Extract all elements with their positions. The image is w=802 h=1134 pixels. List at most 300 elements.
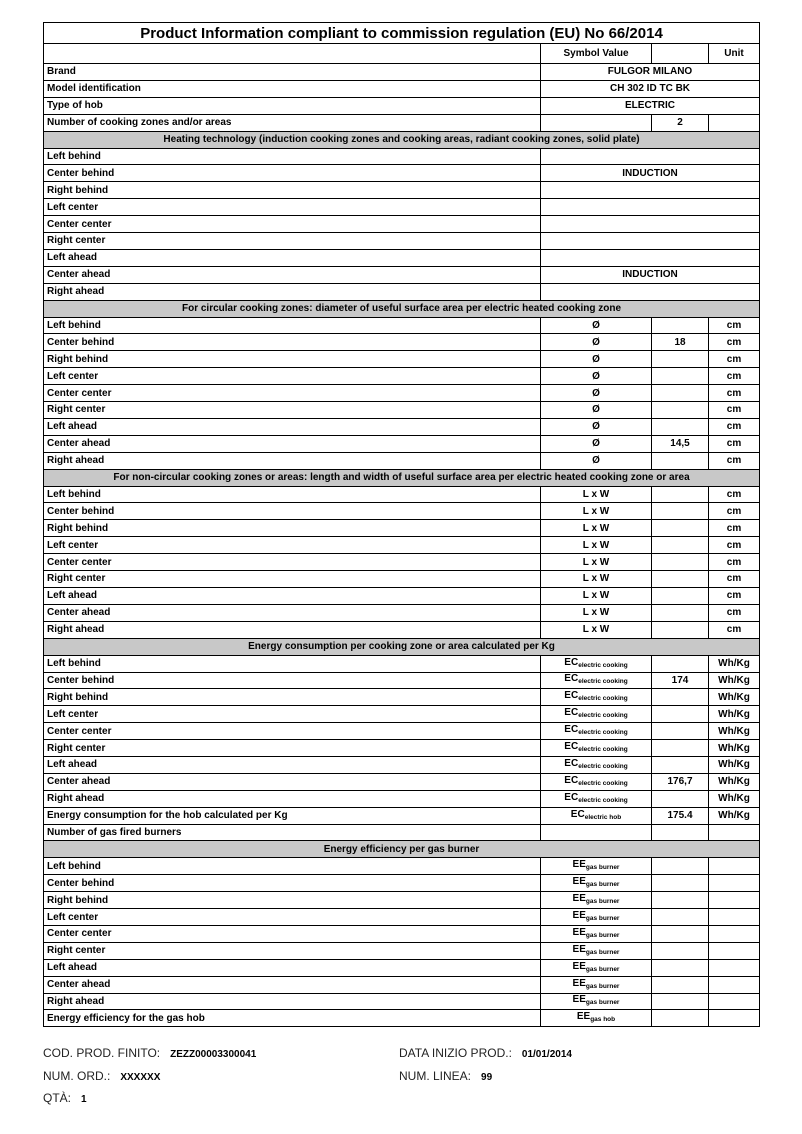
unit-cell (709, 875, 760, 892)
row-value: FULGOR MILANO (541, 64, 760, 81)
symbol-cell (541, 114, 652, 131)
row-label: Energy consumption for the hob calculated per Kg (44, 807, 541, 824)
value-cell: 176,7 (652, 773, 709, 790)
symbol-main: L x W (582, 539, 610, 551)
gas-row (44, 892, 760, 909)
unit-cell: Wh/Kg (709, 807, 760, 824)
symbol-main: EE (572, 876, 586, 888)
symbol-main: EC (564, 791, 579, 803)
heating-row (44, 233, 760, 250)
symbol-cell (541, 875, 652, 892)
value-cell (652, 959, 709, 976)
value-cell: 175.4 (652, 807, 709, 824)
symbol-subscript: electric cooking (578, 712, 628, 720)
position-label: Center center (44, 925, 541, 942)
ord-label: NUM. ORD.: (43, 1069, 111, 1083)
position-label: Center ahead (44, 773, 541, 790)
qta-value: 1 (81, 1094, 87, 1105)
symbol-subscript: electric cooking (578, 661, 628, 669)
unit-cell (709, 925, 760, 942)
symbol-main: Ø (592, 353, 600, 365)
symbol-main: EE (572, 926, 586, 938)
unit-cell: cm (709, 571, 760, 588)
unit-cell: cm (709, 486, 760, 503)
heating-value: INDUCTION (541, 165, 760, 182)
symbol-subscript: gas hob (590, 1016, 616, 1024)
gas-row (44, 993, 760, 1010)
data-value: 01/01/2014 (521, 1049, 572, 1060)
unit-cell: cm (709, 435, 760, 452)
unit-cell (709, 892, 760, 909)
symbol-cell (541, 909, 652, 926)
cod-label: COD. PROD. FINITO: (43, 1046, 161, 1060)
header-blank (44, 44, 541, 64)
position-label: Left center (44, 706, 541, 723)
header-blank (652, 44, 709, 64)
symbol-cell (541, 689, 652, 706)
heating-value (541, 199, 760, 216)
position-label: Right behind (44, 351, 541, 368)
unit-cell (709, 976, 760, 993)
symbol-cell (541, 942, 652, 959)
value-cell (652, 909, 709, 926)
unit-cell: cm (709, 402, 760, 419)
energy-row (44, 672, 760, 689)
linea-value: 99 (481, 1072, 493, 1083)
row-label: Brand (44, 64, 541, 81)
heating-row (44, 266, 760, 283)
product-information-table (43, 22, 760, 1027)
symbol-cell (541, 368, 652, 385)
unit-cell: Wh/Kg (709, 706, 760, 723)
symbol-main: EE (572, 960, 586, 972)
position-label: Left center (44, 199, 541, 216)
position-label: Center ahead (44, 604, 541, 621)
position-label: Left ahead (44, 418, 541, 435)
section-title: Energy efficiency per gas burner (44, 841, 760, 858)
unit-cell: Wh/Kg (709, 773, 760, 790)
cod-value: ZEZZ00003300041 (170, 1049, 257, 1060)
value-cell (652, 824, 709, 841)
circular-row (44, 317, 760, 334)
value-cell (652, 756, 709, 773)
position-label: Right behind (44, 689, 541, 706)
value-cell (652, 520, 709, 537)
value-cell (652, 503, 709, 520)
position-label: Right center (44, 402, 541, 419)
symbol-cell (541, 418, 652, 435)
value-cell (652, 925, 709, 942)
row-label: Type of hob (44, 97, 541, 114)
symbol-cell (541, 587, 652, 604)
energy-row (44, 706, 760, 723)
position-label: Center ahead (44, 266, 541, 283)
position-label: Right behind (44, 182, 541, 199)
row-label: Energy efficiency for the gas hob (44, 1010, 541, 1027)
value-cell (652, 368, 709, 385)
position-label: Right behind (44, 520, 541, 537)
heating-row (44, 148, 760, 165)
symbol-main: EC (564, 774, 579, 786)
symbol-cell (541, 486, 652, 503)
symbol-subscript: electric cooking (578, 746, 628, 753)
unit-cell (709, 909, 760, 926)
gas-burners-row (44, 824, 760, 841)
symbol-cell (541, 1010, 652, 1027)
position-label: Left behind (44, 858, 541, 875)
symbol-cell (541, 925, 652, 942)
symbol-value-header: Symbol Value (541, 44, 652, 64)
symbol-main: Ø (592, 404, 600, 416)
energy-row (44, 756, 760, 773)
row-value: ELECTRIC (541, 97, 760, 114)
value-cell (652, 385, 709, 402)
unit-cell: cm (709, 621, 760, 638)
symbol-subscript: gas burner (585, 931, 620, 939)
symbol-cell (541, 655, 652, 672)
symbol-cell (541, 976, 652, 993)
noncircular-row (44, 503, 760, 520)
section-title: For circular cooking zones: diameter of useful surface area per electric heated cooking zone (44, 300, 760, 317)
unit-cell: cm (709, 351, 760, 368)
section-title: For non-circular cooking zones or areas: length and width of useful surface area per electric heated cooking zone or area (44, 469, 760, 486)
position-label: Right ahead (44, 283, 541, 300)
value-cell (652, 402, 709, 419)
symbol-cell (541, 672, 652, 689)
unit-cell: cm (709, 368, 760, 385)
heating-value (541, 148, 760, 165)
symbol-main: EC (564, 757, 579, 769)
value-cell (652, 554, 709, 571)
document-title: Product Information compliant to commission regulation (EU) No 66/2014 (44, 23, 760, 44)
circular-row (44, 402, 760, 419)
unit-cell: cm (709, 520, 760, 537)
position-label: Center center (44, 385, 541, 402)
value-cell (652, 655, 709, 672)
section-header (44, 469, 760, 486)
heating-value (541, 216, 760, 233)
value-cell (652, 452, 709, 469)
symbol-main: Ø (592, 370, 600, 382)
heating-row (44, 249, 760, 266)
info-row (44, 64, 760, 81)
symbol-cell (541, 824, 652, 841)
symbol-cell (541, 790, 652, 807)
value-cell (652, 418, 709, 435)
unit-cell: cm (709, 503, 760, 520)
position-label: Right ahead (44, 621, 541, 638)
row-label: Number of cooking zones and/or areas (44, 114, 541, 131)
position-label: Left behind (44, 655, 541, 672)
position-label: Center behind (44, 503, 541, 520)
unit-cell: Wh/Kg (709, 756, 760, 773)
value-cell (652, 740, 709, 757)
noncircular-row (44, 621, 760, 638)
heating-value (541, 283, 760, 300)
value-cell (652, 604, 709, 621)
symbol-main: EE (572, 994, 586, 1006)
unit-cell (709, 942, 760, 959)
symbol-cell (541, 892, 652, 909)
symbol-cell (541, 334, 652, 351)
circular-row (44, 351, 760, 368)
unit-cell: cm (709, 334, 760, 351)
value-cell (652, 976, 709, 993)
qta-label: QTÀ: (43, 1091, 72, 1105)
gas-row (44, 909, 760, 926)
symbol-cell (541, 503, 652, 520)
data-label: DATA INIZIO PROD.: (399, 1046, 512, 1060)
symbol-subscript: electric cooking (578, 779, 628, 787)
symbol-main: EC (564, 673, 579, 685)
unit-cell: cm (709, 418, 760, 435)
value-cell (652, 587, 709, 604)
noncircular-row (44, 587, 760, 604)
symbol-main: L x W (582, 489, 610, 501)
value-cell: 14,5 (652, 435, 709, 452)
symbol-main: Ø (592, 387, 600, 399)
symbol-main: EC (564, 690, 579, 702)
gas-hob-row (44, 1010, 760, 1027)
position-label: Center behind (44, 672, 541, 689)
position-label: Right center (44, 233, 541, 250)
symbol-main: EE (572, 893, 586, 905)
symbol-subscript: gas burner (585, 948, 620, 956)
position-label: Right ahead (44, 790, 541, 807)
value-cell (652, 351, 709, 368)
noncircular-row (44, 554, 760, 571)
value-cell: 18 (652, 334, 709, 351)
symbol-subscript: gas burner (585, 864, 620, 872)
value-cell (652, 706, 709, 723)
heating-row (44, 199, 760, 216)
gas-row (44, 959, 760, 976)
unit-cell: cm (709, 385, 760, 402)
symbol-main: Ø (592, 336, 600, 348)
symbol-main: EE (572, 859, 586, 871)
position-label: Left behind (44, 317, 541, 334)
symbol-main: L x W (582, 590, 610, 602)
symbol-subscript: electric cooking (578, 695, 628, 703)
position-label: Center behind (44, 334, 541, 351)
unit-cell: Wh/Kg (709, 723, 760, 740)
heating-row (44, 165, 760, 182)
symbol-main: L x W (582, 505, 610, 517)
symbol-subscript: electric cooking (578, 729, 628, 737)
noncircular-row (44, 571, 760, 588)
symbol-cell (541, 571, 652, 588)
gas-row (44, 942, 760, 959)
symbol-cell (541, 773, 652, 790)
energy-hob-row (44, 807, 760, 824)
unit-cell (709, 114, 760, 131)
value-cell (652, 892, 709, 909)
position-label: Center behind (44, 875, 541, 892)
position-label: Center center (44, 216, 541, 233)
heating-value (541, 182, 760, 199)
symbol-cell (541, 807, 652, 824)
position-label: Right behind (44, 892, 541, 909)
symbol-main: Ø (592, 438, 600, 450)
symbol-main: EE (572, 910, 586, 922)
heating-row (44, 182, 760, 199)
unit-cell: Wh/Kg (709, 790, 760, 807)
circular-row (44, 334, 760, 351)
symbol-main: EE (572, 943, 586, 955)
symbol-cell (541, 537, 652, 554)
unit-cell: Wh/Kg (709, 740, 760, 757)
linea-label: NUM. LINEA: (399, 1069, 472, 1083)
symbol-subscript: gas burner (585, 982, 620, 990)
symbol-cell (541, 723, 652, 740)
unit-cell: cm (709, 537, 760, 554)
noncircular-row (44, 537, 760, 554)
symbol-cell (541, 604, 652, 621)
position-label: Center center (44, 723, 541, 740)
info-row (44, 97, 760, 114)
unit-cell (709, 1010, 760, 1027)
symbol-cell (541, 554, 652, 571)
section-header (44, 131, 760, 148)
symbol-cell (541, 621, 652, 638)
circular-row (44, 385, 760, 402)
symbol-subscript: gas burner (585, 881, 620, 889)
position-label: Right center (44, 942, 541, 959)
energy-row (44, 723, 760, 740)
unit-cell: cm (709, 587, 760, 604)
value-cell: 174 (652, 672, 709, 689)
value-cell (652, 858, 709, 875)
unit-cell (709, 993, 760, 1010)
symbol-main: L x W (582, 607, 610, 619)
position-label: Left ahead (44, 959, 541, 976)
position-label: Right ahead (44, 452, 541, 469)
heating-value (541, 249, 760, 266)
value-cell (652, 1010, 709, 1027)
position-label: Center ahead (44, 435, 541, 452)
section-title: Heating technology (induction cooking zones and cooking areas, radiant cooking zones, solid plate) (44, 131, 760, 148)
noncircular-row (44, 520, 760, 537)
symbol-main: Ø (592, 320, 600, 332)
symbol-cell (541, 756, 652, 773)
row-value: 2 (652, 114, 709, 131)
symbol-subscript: electric cooking (578, 796, 628, 804)
column-header-row (44, 44, 760, 64)
symbol-cell (541, 317, 652, 334)
position-label: Right center (44, 571, 541, 588)
value-cell (652, 317, 709, 334)
symbol-cell (541, 452, 652, 469)
position-label: Center behind (44, 165, 541, 182)
energy-row (44, 740, 760, 757)
value-cell (652, 942, 709, 959)
symbol-main: EC (564, 707, 579, 719)
num-linea (399, 1069, 492, 1083)
symbol-cell (541, 435, 652, 452)
heating-value: INDUCTION (541, 266, 760, 283)
row-label: Model identification (44, 80, 541, 97)
energy-row (44, 689, 760, 706)
info-row (44, 114, 760, 131)
symbol-cell (541, 993, 652, 1010)
symbol-main: EC (564, 741, 579, 752)
value-cell (652, 571, 709, 588)
heating-row (44, 283, 760, 300)
cod-prod-finito (43, 1046, 256, 1060)
value-cell (652, 790, 709, 807)
unit-cell: cm (709, 604, 760, 621)
unit-cell (709, 959, 760, 976)
position-label: Left ahead (44, 249, 541, 266)
symbol-cell (541, 959, 652, 976)
symbol-main: L x W (582, 556, 610, 568)
unit-cell: cm (709, 317, 760, 334)
circular-row (44, 435, 760, 452)
unit-header: Unit (709, 44, 760, 64)
position-label: Right ahead (44, 993, 541, 1010)
gas-row (44, 858, 760, 875)
value-cell (652, 689, 709, 706)
position-label: Left center (44, 537, 541, 554)
symbol-main: EC (570, 808, 585, 820)
circular-row (44, 452, 760, 469)
symbol-subscript: gas burner (585, 915, 620, 923)
unit-cell: Wh/Kg (709, 672, 760, 689)
gas-row (44, 925, 760, 942)
position-label: Left behind (44, 486, 541, 503)
symbol-subscript: gas burner (585, 965, 620, 973)
qta (43, 1091, 87, 1105)
symbol-cell (541, 351, 652, 368)
unit-cell: cm (709, 452, 760, 469)
row-value: CH 302 ID TC BK (541, 80, 760, 97)
symbol-cell (541, 520, 652, 537)
value-cell (652, 486, 709, 503)
position-label: Left center (44, 909, 541, 926)
section-header (44, 841, 760, 858)
unit-cell (709, 858, 760, 875)
circular-row (44, 418, 760, 435)
energy-row (44, 790, 760, 807)
unit-cell: Wh/Kg (709, 689, 760, 706)
symbol-main: L x W (582, 573, 610, 585)
noncircular-row (44, 604, 760, 621)
symbol-cell (541, 858, 652, 875)
symbol-subscript: gas burner (585, 999, 620, 1007)
heating-value (541, 233, 760, 250)
position-label: Center ahead (44, 976, 541, 993)
symbol-subscript: gas burner (585, 898, 620, 906)
position-label: Left ahead (44, 587, 541, 604)
value-cell (652, 723, 709, 740)
energy-row (44, 773, 760, 790)
section-title: Energy consumption per cooking zone or area calculated per Kg (44, 638, 760, 655)
heating-row (44, 216, 760, 233)
symbol-cell (541, 385, 652, 402)
gas-row (44, 875, 760, 892)
symbol-main: EE (572, 977, 586, 989)
position-label: Left center (44, 368, 541, 385)
symbol-cell (541, 402, 652, 419)
unit-cell: Wh/Kg (709, 655, 760, 672)
symbol-main: L x W (582, 522, 610, 534)
row-label: Number of gas fired burners (44, 824, 541, 841)
symbol-cell (541, 706, 652, 723)
symbol-subscript: electric cooking (578, 762, 628, 770)
symbol-main: Ø (592, 455, 600, 467)
info-row (44, 80, 760, 97)
data-inizio-prod (399, 1046, 572, 1060)
